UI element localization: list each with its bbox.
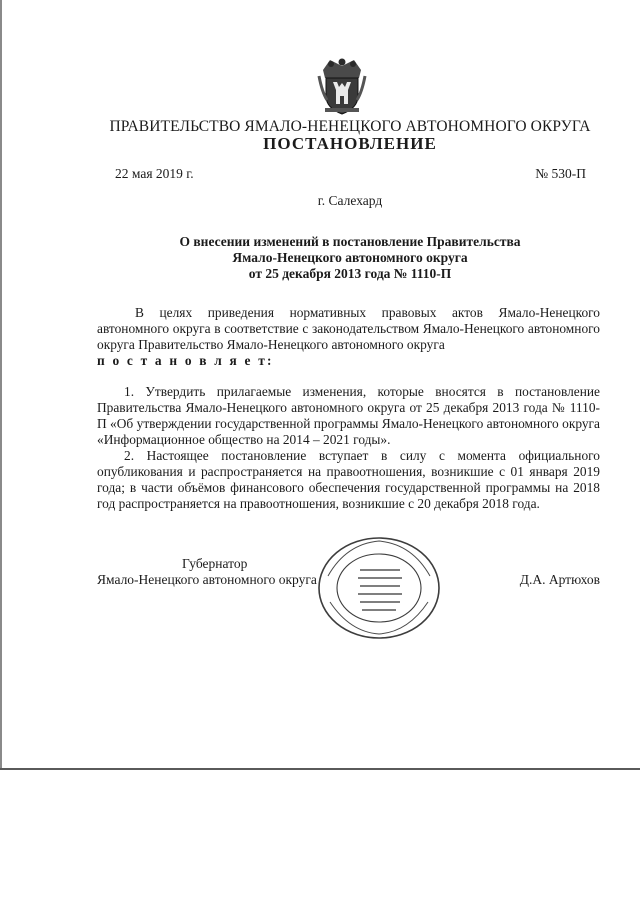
coat-of-arms-icon [317, 56, 367, 116]
signer-organization: Ямало-Ненецкого автономного округа [97, 572, 317, 587]
document-date: 22 мая 2019 г. [115, 166, 194, 181]
government-name: ПРАВИТЕЛЬСТВО ЯМАЛО-НЕНЕЦКОГО АВТОНОМНОГО ОКРУГА [109, 118, 591, 135]
item-paragraph-2: 2. Настоящее постановление вступает в силу с момента официального опубликования и распространяется на правоотношения, возникшие с 01 января 2019 года; в части объёмов финансового обеспечения государственной программы на 2018 год распространяется на правоотношения, возникшие с 20 декабря 2018 года. [97, 448, 600, 511]
document-type: ПОСТАНОВЛЕНИЕ [263, 134, 437, 153]
signer-title: Губернатор [182, 556, 248, 571]
subject-line: Ямало-Ненецкого автономного округа [232, 250, 468, 265]
preamble-paragraph: В целях приведения нормативных правовых актов Ямало-Ненецкого автономного округа в соответствие с законодательством Ямало-Ненецкого автономного округа Правительство Ямало-Ненецкого автономного округа [97, 305, 600, 352]
seal-icon [316, 536, 442, 640]
document-body [97, 305, 600, 512]
document-subject [60, 234, 640, 282]
decree-word: п о с т а н о в л я е т: [97, 353, 274, 368]
document-number: № 530-П [535, 166, 586, 181]
item-paragraph-1: 1. Утвердить прилагаемые изменения, которые вносятся в постановление Правительства Ямало-Ненецкого автономного округа от 25 декабря 2013 года № 1110-П «Об утверждении государственной программы Ямало-Ненецкого автономного округа «Информационное общество на 2014 – 2021 годы». [97, 384, 600, 447]
page-left-edge [0, 0, 2, 768]
subject-line: О внесении изменений в постановление Правительства [179, 234, 521, 249]
signer-name: Д.А. Артюхов [519, 572, 600, 587]
page-bottom-edge [0, 768, 640, 770]
document-city: г. Салехард [317, 193, 383, 208]
subject-line: от 25 декабря 2013 года № 1110-П [248, 266, 452, 281]
